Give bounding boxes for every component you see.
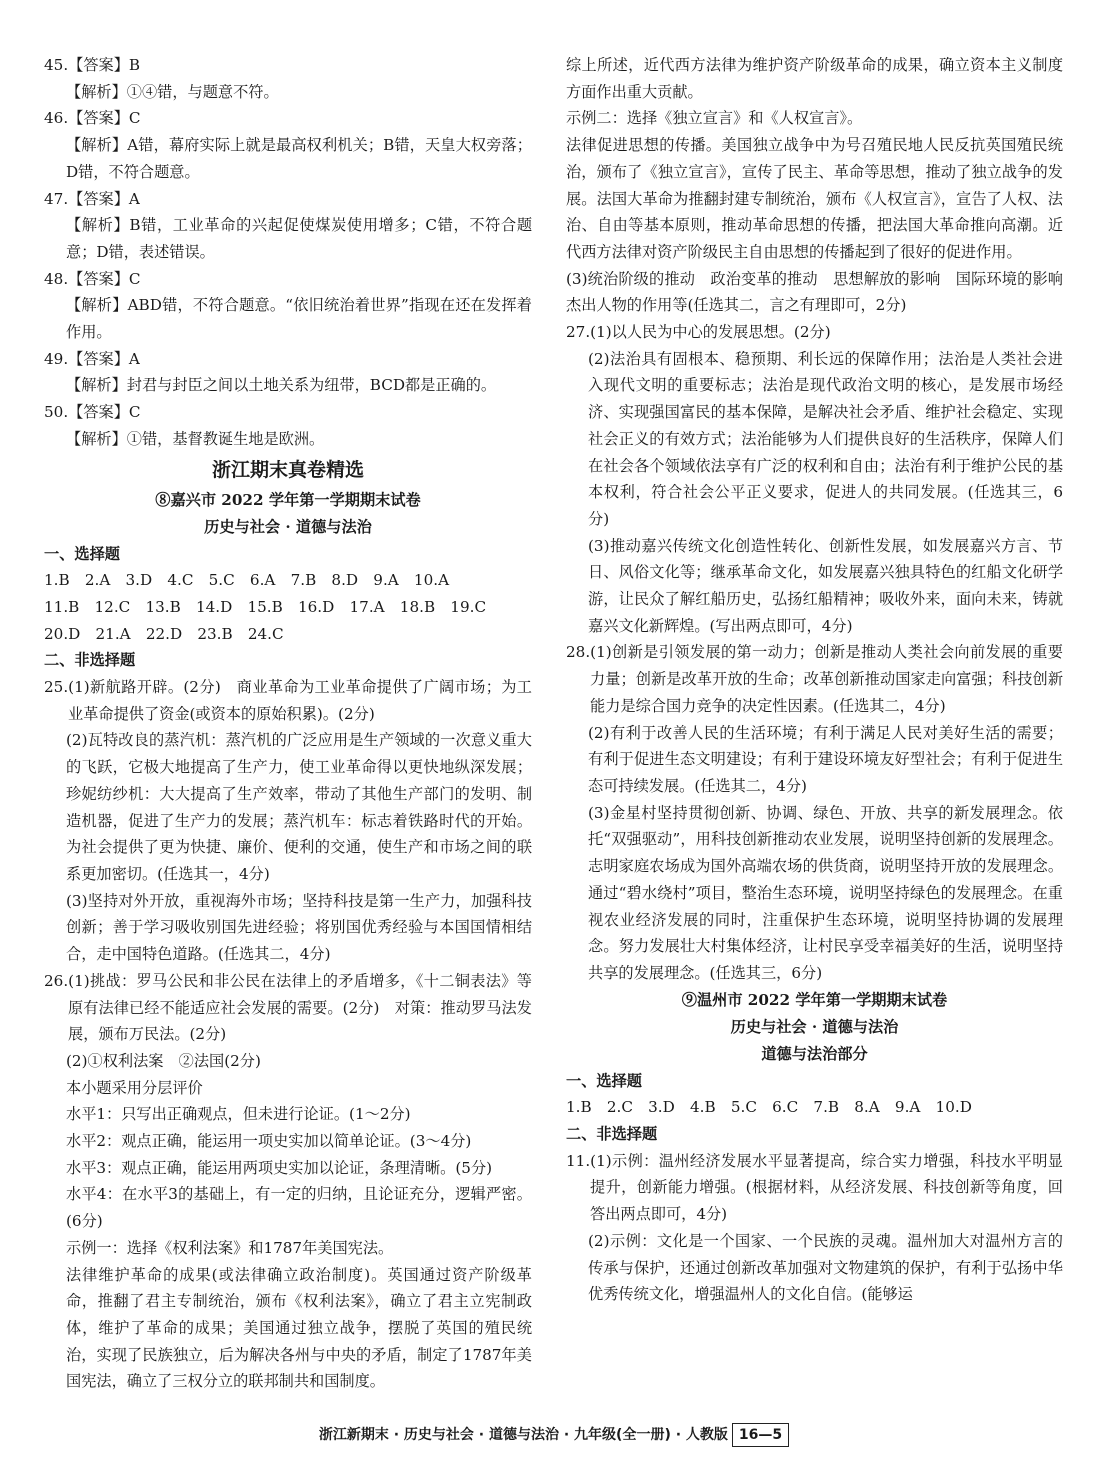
left-paragraph: 20.D 21.A 22.D 23.B 24.C [44,624,284,643]
left-paragraph: 【解析】B错，工业革命的兴起促使煤炭使用增多；C错，不符合题意；D错，表述错误。 [66,216,532,261]
left-paragraph: 示例一：选择《权利法案》和1787年美国宪法。 [66,1238,394,1257]
right-paragraph: 28.(1)创新是引领发展的第一动力；创新是推动人类社会向前发展的重要力量；创新是改革开放的生命；改革创新推动国家走向富强；科技创新能力是综合国力竞争的决定性因素。(任选其二，4分) [566,643,1063,715]
right-paragraph: 27.(1)以人民为中心的发展思想。(2分) [566,323,831,342]
right-paragraph: 1.B 2.C 3.D 4.B 5.C 6.C 7.B 8.A 9.A 10.D [566,1098,972,1117]
left-paragraph: 45.【答案】B [44,56,141,74]
left-paragraph: 49.【答案】A [44,349,140,368]
right-paragraph: 法律促进思想的传播。美国独立战争中为号召殖民地人民反抗英国殖民统治，颁布了《独立宣言》，宣传了民主、革命等思想，推动了独立战争的发展。法国大革命为推翻封建专制统治，颁布《人权宣言》，宣告了人权、法治、自由等基本原则，推动革命思想的传播，把法国大革命推向高潮。近代西方法律对资产阶级民主自由思想的传播起到了很好的促进作用。 [566,136,1063,261]
right-paragraph: 一、选择题 [566,1071,642,1090]
left-paragraph: 水平3：观点正确，能运用两项史实加以论证，条理清晰。(5分) [66,1158,493,1177]
page-footer [284,1424,824,1446]
left-paragraph: 1.B 2.A 3.D 4.C 5.C 6.A 7.B 8.D 9.A 10.A [44,571,450,590]
left-paragraph: 【解析】ABD错，不符合题意。“依旧统治着世界”指现在还在发挥着作用。 [66,296,532,342]
left-paragraph: 历史与社会 · 道德与法治 [204,517,372,536]
left-paragraph: 一、选择题 [44,544,120,563]
right-paragraph: (2)法治具有固根本、稳预期、利长远的保障作用；法治是人类社会进入现代文明的重要标志；法治是现代政治文明的核心，是发展市场经济、实现强国富民的基本保障，是解决社会矛盾、维护社会稳定、实现社会正义的有效方式；法治能够为人们提供良好的生活秩序，保障人们在社会各个领域依法享有广泛的权利和自由；法治有利于维护公民的基本权利，符合社会公平正义要求，促进人的共同发展。(任选其三，6分) [588,349,1063,528]
left-column [44,52,532,1395]
right-paragraph: 综上所述，近代西方法律为维护资产阶级革命的成果，确立资本主义制度方面作出重大贡献。 [566,56,1063,101]
left-paragraph: 【解析】封君与封臣之间以土地关系为纽带，BCD都是正确的。 [66,376,497,395]
left-paragraph: 水平1：只写出正确观点，但未进行论证。(1～2分) [66,1105,411,1124]
left-paragraph: 48.【答案】C [44,269,141,288]
right-paragraph: ⑨温州市 2022 学年第一学期期末试卷 [681,990,948,1009]
left-paragraph: 本小题采用分层评价 [66,1078,203,1097]
left-paragraph: 47.【答案】A [44,189,140,208]
footer-title: 浙江新期末 · 历史与社会 · 道德与法治 · 九年级(全一册) · 人教版 [318,1427,728,1443]
left-paragraph: 26.(1)挑战：罗马公民和非公民在法律上的矛盾增多，《十二铜表法》等原有法律已经不能适应社会发展的需要。(2分) 对策：推动罗马法发展，颁布万民法。(2分) [44,971,532,1044]
right-paragraph: 道德与法治部分 [761,1044,868,1063]
right-paragraph: (3)金星村坚持贯彻创新、协调、绿色、开放、共享的新发展理念。依托“双强驱动”，用科技创新推动农业发展，说明坚持创新的发展理念。志明家庭农场成为国外高端农场的供货商，说明坚持开放的发展理念。通过“碧水绕村”项目，整治生态环境，说明坚持绿色的发展理念。在重视农业经济发展的同时，注重保护生态环境，说明坚持协调的发展理念。努力发展壮大村集体经济，让村民享受幸福美好的生活，说明坚持共享的发展理念。(任选其三，6分) [588,803,1063,982]
left-paragraph: ⑧嘉兴市 2022 学年第一学期期末试卷 [155,490,421,509]
right-paragraph: (3)推动嘉兴传统文化创造性转化、创新性发展，如发展嘉兴方言、节日、风俗文化等；继承革命文化，如发展嘉兴独具特色的红船文化研学游，让民众了解红船历史，弘扬红船精神；吸收外来，面向未来，铸就嘉兴文化新辉煌。(写出两点即可，4分) [588,536,1063,635]
left-paragraph: (2)①权利法案 ②法国(2分) [66,1051,261,1070]
right-paragraph: 历史与社会 · 道德与法治 [730,1017,899,1036]
left-paragraph: 46.【答案】C [44,109,141,128]
right-paragraph: (3)统治阶级的推动 政治变革的推动 思想解放的影响 国际环境的影响 杰出人物的作用等(任选其二，言之有理即可，2分) [566,269,1079,315]
left-paragraph: 二、非选择题 [44,651,136,670]
left-paragraph: 【解析】A错，幕府实际上就是最高权利机关；B错，天皇大权旁落；D错，不符合题意。 [66,136,532,181]
left-paragraph: 25.(1)新航路开辟。(2分) 商业革命为工业革命提供了广阔市场；为工业革命提供了资金(或资本的原始积累)。(2分) [44,678,532,723]
right-paragraph: 二、非选择题 [566,1125,658,1144]
right-column [566,52,1079,1308]
left-paragraph: 水平4：在水平3的基础上，有一定的归纳，且论证充分，逻辑严密。(6分) [66,1185,532,1231]
left-paragraph: 法律维护革命的成果(或法律确立政治制度)。英国通过资产阶级革命，推翻了君主专制统治，颁布《权利法案》，确立了君主立宪制政体，维护了革命的成果；美国通过独立战争，摆脱了英国的殖民统治，实现了民族独立，后为解决各州与中央的矛盾，制定了1787年美国宪法，确立了三权分立的联邦制共和国制度。 [66,1265,532,1391]
right-paragraph: 示例二：选择《独立宣言》和《人权宣言》。 [566,109,863,128]
right-paragraph: 11.(1)示例：温州经济发展水平显著提高，综合实力增强，科技水平明显提升，创新能力增强。(根据材料，从经济发展、科技创新等角度，回答出两点即可，4分) [566,1151,1063,1224]
left-paragraph: 【解析】①④错，与题意不符。 [66,82,279,101]
right-paragraph: (2)示例：文化是一个国家、一个民族的灵魂。温州加大对温州方言的传承与保护，还通过创新改革加强对文物建筑的保护，有利于弘扬中华优秀传统文化，增强温州人的文化自信。(能够运 [588,1231,1063,1304]
page-number: 16—5 [732,1423,789,1447]
left-paragraph: 水平2：观点正确，能运用一项史实加以简单论证。(3～4分) [66,1132,472,1151]
left-paragraph: 50.【答案】C [44,403,141,422]
left-paragraph: 11.B 12.C 13.B 14.D 15.B 16.D 17.A 18.B 19.C [44,597,487,616]
left-paragraph: (3)坚持对外开放，重视海外市场；坚持科技是第一生产力，加强科技创新；善于学习吸收别国先进经验；将别国优秀经验与本国国情相结合，走中国特色道路。(任选其二，4分) [66,891,532,964]
left-paragraph: 浙江期末真卷精选 [211,458,364,481]
right-paragraph: (2)有利于改善人民的生活环境；有利于满足人民对美好生活的需要；有利于促进生态文明建设；有利于建设环境友好型社会；有利于促进生态可持续发展。(任选其二，4分) [588,723,1063,795]
left-paragraph: 【解析】①错，基督教诞生地是欧洲。 [66,429,325,448]
left-paragraph: (2)瓦特改良的蒸汽机：蒸汽机的广泛应用是生产领域的一次意义重大的飞跃，它极大地提高了生产力，使工业革命得以更快地纵深发展；珍妮纺纱机：大大提高了生产效率，带动了其他生产部门的发明、制造机器，促进了生产力的发展；蒸汽机车：标志着铁路时代的开始。为社会提供了更为快捷、廉价、便利的交通，使生产和市场之间的联系更加密切。(任选其一，4分) [66,731,532,883]
